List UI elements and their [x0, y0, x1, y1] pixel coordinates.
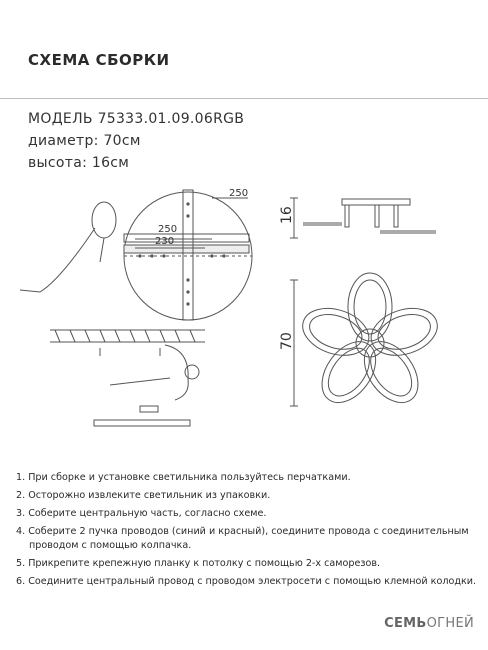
dim-230: 230 — [155, 236, 175, 247]
brand-bold: СЕМЬ — [384, 616, 427, 631]
dim-250-right: 250 — [229, 188, 249, 199]
dim-16: 16 — [279, 206, 295, 224]
diameter-label: диаметр: 70см — [28, 133, 141, 149]
instruction-4: 4. Соберите 2 пучка проводов (синий и красный), соедините провода с соединительным — [16, 526, 469, 537]
brand-light: ОГНЕЙ — [426, 616, 474, 631]
header-divider — [0, 98, 488, 99]
vertical-bar — [183, 190, 193, 320]
model-label: МОДЕЛЬ 75333.01.09.06RGB — [28, 111, 245, 127]
dim-250: 250 — [158, 224, 178, 235]
flower-plan — [297, 273, 444, 413]
horizontal-bar — [124, 234, 249, 242]
side-canopy — [342, 199, 410, 205]
connector-detail — [92, 202, 116, 238]
instruction-6: 6. Соедините центральный провод с проводом электросети с помощью клемной колодки. — [16, 576, 477, 587]
brand-logo — [384, 616, 474, 631]
instruction-1: 1. При сборке и установке светильника пользуйтесь перчатками. — [16, 472, 351, 483]
dim-70: 70 — [279, 332, 295, 350]
height-label: высота: 16см — [28, 155, 130, 171]
ceiling-mount-diagram — [50, 330, 205, 426]
instruction-2: 2. Осторожно извлеките светильник из упаковки. — [16, 490, 271, 501]
page-title: СХЕМА СБОРКИ — [28, 51, 170, 69]
assembly-diagram — [0, 180, 488, 450]
instruction-5: 5. Прикрепите крепежную планку к потолку с помощью 2-х саморезов. — [16, 558, 381, 569]
instruction-4-continued: проводом с помощью колпачка. — [29, 540, 192, 551]
instruction-3: 3. Соберите центральную часть, согласно схеме. — [16, 508, 267, 519]
